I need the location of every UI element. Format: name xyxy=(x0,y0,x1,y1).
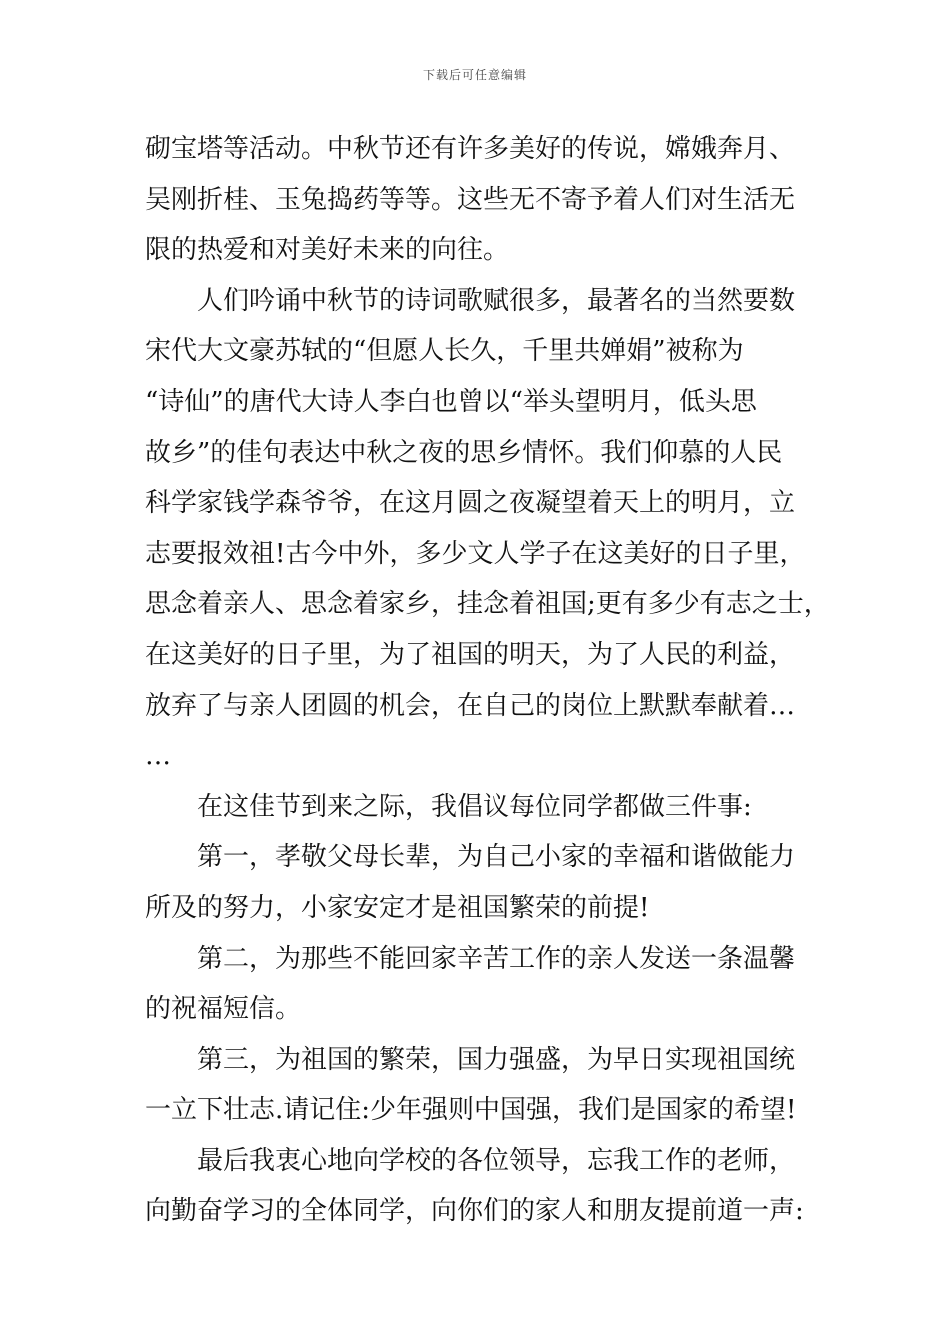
page-header: 下载后可任意编辑 xyxy=(422,68,527,82)
text-line: 最后我衷心地向学校的各位领导，忘我工作的老师， xyxy=(197,1145,796,1176)
text-line: 在这佳节到来之际，我倡议每位同学都做三件事: xyxy=(197,791,752,822)
text-line: 向勤奋学习的全体同学，向你们的家人和朋友提前道一声: xyxy=(145,1196,804,1227)
text-line: 第二，为那些不能回家辛苦工作的亲人发送一条温馨 xyxy=(197,943,796,974)
text-line: 限的热爱和对美好未来的向往。 xyxy=(145,235,510,266)
text-line: 科学家钱学森爷爷，在这月圆之夜凝望着天上的明月，立 xyxy=(145,488,796,519)
text-line: 放弃了与亲人团圆的机会，在自己的岗位上默默奉献着… xyxy=(145,690,796,721)
text-line: 的祝福短信。 xyxy=(145,994,302,1025)
text-line: 吴刚折桂、玉兔捣药等等。这些无不寄予着人们对生活无 xyxy=(145,184,796,215)
text-line: 思念着亲人、思念着家乡，挂念着祖国;更有多少有志之士， xyxy=(145,589,830,620)
text-line: … xyxy=(145,741,171,772)
text-line: 人们吟诵中秋节的诗词歌赋很多，最著名的当然要数 xyxy=(197,285,796,316)
body-text xyxy=(145,124,830,1237)
text-line: “诗仙”的唐代大诗人李白也曾以“举头望明月，低头思 xyxy=(145,386,757,417)
text-line: 一立下壮志.请记住:少年强则中国强，我们是国家的希望! xyxy=(145,1095,797,1126)
text-line: 故乡”的佳句表达中秋之夜的思乡情怀。我们仰慕的人民 xyxy=(145,437,783,468)
text-line: 第三，为祖国的繁荣，国力强盛，为早日实现祖国统 xyxy=(197,1044,796,1075)
text-line: 在这美好的日子里，为了祖国的明天，为了人民的利益， xyxy=(145,639,796,670)
text-line: 所及的努力，小家安定才是祖国繁荣的前提! xyxy=(145,892,650,923)
text-line: 宋代大文豪苏轼的“但愿人长久，千里共婵娟”被称为 xyxy=(145,336,744,367)
text-line: 志要报效祖!古今中外，多少文人学子在这美好的日子里， xyxy=(145,538,806,569)
text-line: 砌宝塔等活动。中秋节还有许多美好的传说，嫦娥奔月、 xyxy=(145,134,796,164)
text-line: 第一，孝敬父母长辈，为自己小家的幸福和谐做能力 xyxy=(197,842,796,873)
